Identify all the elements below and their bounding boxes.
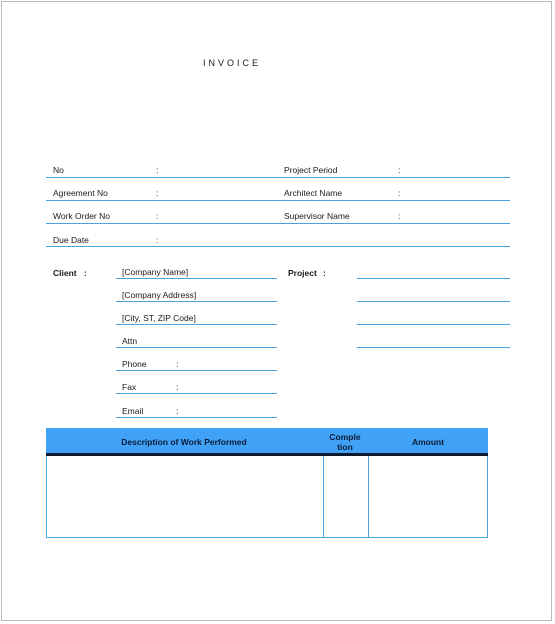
work-table-header xyxy=(46,428,488,456)
company-address-field[interactable]: [Company Address] xyxy=(122,290,197,300)
due-date-label: Due Date xyxy=(53,235,89,245)
company-name-field[interactable]: [Company Name] xyxy=(122,267,189,277)
colon: : xyxy=(398,165,401,175)
no-label: No xyxy=(53,165,64,175)
completion-header-line1: Comple xyxy=(329,432,361,442)
project-rule xyxy=(357,301,510,302)
project-period-label: Project Period xyxy=(284,165,338,175)
colon: : xyxy=(156,188,159,198)
colon: : xyxy=(156,211,159,221)
colon: : xyxy=(84,268,87,278)
field-rule xyxy=(116,393,277,394)
colon: : xyxy=(398,188,401,198)
colon: : xyxy=(176,382,179,392)
colon: : xyxy=(156,165,159,175)
email-label: Email xyxy=(122,406,144,416)
field-rule xyxy=(116,301,277,302)
agreement-no-label: Agreement No xyxy=(53,188,108,198)
project-rule xyxy=(357,324,510,325)
city-state-zip-field[interactable]: [City, ST, ZIP Code] xyxy=(122,313,196,323)
attn-label: Attn xyxy=(122,336,138,346)
phone-label: Phone xyxy=(122,359,147,369)
description-header: Description of Work Performed xyxy=(121,437,247,447)
field-rule xyxy=(116,417,277,418)
work-table-body[interactable] xyxy=(46,456,488,538)
row-rule xyxy=(46,246,510,247)
work-order-no-label: Work Order No xyxy=(53,211,110,221)
field-rule xyxy=(116,324,277,325)
fax-label: Fax xyxy=(122,382,137,392)
architect-name-label: Architect Name xyxy=(284,188,343,198)
project-rule xyxy=(357,347,510,348)
row-rule xyxy=(46,200,510,201)
supervisor-name-label: Supervisor Name xyxy=(284,211,350,221)
project-rule xyxy=(357,278,510,279)
field-rule xyxy=(116,370,277,371)
colon: : xyxy=(398,211,401,221)
field-rule xyxy=(116,347,277,348)
field-rule xyxy=(116,278,277,279)
row-rule xyxy=(46,177,510,178)
invoice-title: INVOICE xyxy=(202,58,261,68)
project-label: Project xyxy=(288,268,317,278)
colon: : xyxy=(176,406,179,416)
completion-header-line2: tion xyxy=(337,442,353,452)
client-label: Client xyxy=(53,268,77,278)
column-divider xyxy=(368,456,369,537)
amount-header: Amount xyxy=(411,437,445,447)
row-rule xyxy=(46,223,510,224)
column-divider xyxy=(323,456,324,537)
colon: : xyxy=(176,359,179,369)
colon: : xyxy=(323,268,326,278)
colon: : xyxy=(156,235,159,245)
